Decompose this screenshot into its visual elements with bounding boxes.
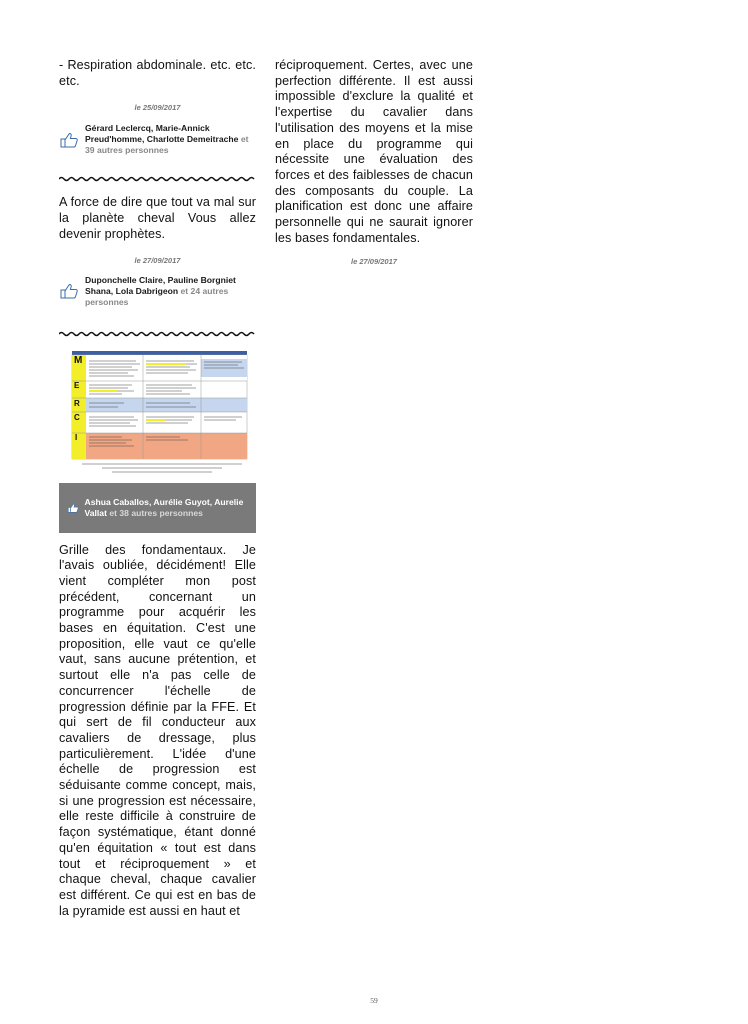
grid-letter-m: M [74,354,83,366]
likers-count: et 24 autres personnes [85,285,229,307]
grid-letter-i: I [75,432,78,442]
post-text-continuation: réciproquement. Certes, avec une perfection différente. Il est aussi impossible d'exclure la qualité et l'expertise du cavalier dans l'utilisation des moyens et la mise en place du programme qui nécessite une évaluation des forces et des faiblesses de chacun des composants du couple. La planification est donc une affaire personnelle qui ne saurait ignorer les bases fondamentales. [275,58,473,245]
likes-row[interactable] [59,123,256,156]
grid-letter-e: E [74,380,80,390]
left-column [59,58,256,919]
likes-row-highlighted[interactable] [59,483,256,533]
likers-count: et 39 autres personnes [85,134,249,156]
wave-divider [59,330,256,338]
post-date: le 27/09/2017 [134,255,181,265]
grid-thumbnail [62,349,252,477]
thumbs-up-icon [59,132,81,148]
page-number: 59 [370,996,378,1005]
post-date: le 27/09/2017 [351,257,397,267]
likers-names: Duponchelle Claire, Pauline Borgniet Shana, Lola Dabrigeon et 24 autres personnes [85,274,236,307]
wave-divider [59,175,256,183]
grid-letter-c: C [74,412,80,422]
post-text-planete: A force de dire que tout va mal sur la planète cheval Vous allez devenir prophètes. [59,195,256,241]
post-date: le 25/09/2017 [134,103,181,113]
post-text-grille: Grille des fondamentaux. Je l'avais oubliée, décidément! Elle vient compléter mon post précédent, concernant un programme pour acquérir les bases en équitation. C'est une proposition, elle vaut ce qu'elle vaut, sans aucune prétention, et surtout elle n'a pas celle de concurrencer l'échelle de progression définie par la FFE. Et qui sert de fil conducteur aux cavaliers de dressage, plus particulièrement. L'idée d'une échelle de progression est séduisante comme concept, mais, si une progression est nécessaire, elle reste difficile à construire de façon systématique, étant donné qu'en équitation « tout est dans tout et réciproquement » et chaque cheval, chaque cavalier est différent. Ce qui est en bas de la pyramide est aussi en haut et [59,542,256,918]
thumbs-up-icon [59,283,81,299]
right-column [275,58,473,266]
likers-names: Gérard Leclercq, Marie-Annick Preud'homme, Charlotte Demeitrache et 39 autres personnes [85,123,249,156]
likes-row[interactable] [59,275,256,308]
fundamentals-grid-image [62,349,252,477]
likers-count: et 38 autres personnes [106,507,203,518]
grid-letter-r: R [74,398,80,408]
likers-names: Ashua Caballos, Aurélie Guyot, Aurelie Vallat et 38 autres personnes [84,496,244,518]
post-text-respiration: - Respiration abdominale. etc. etc. etc. [59,58,256,88]
thumbs-up-icon [67,500,80,516]
